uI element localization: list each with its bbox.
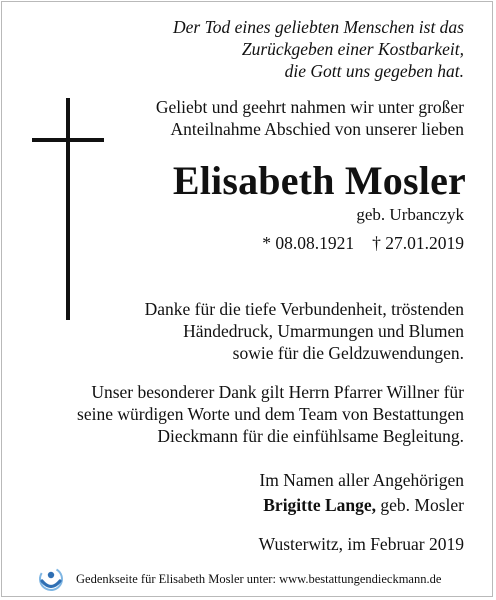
quote-line: Der Tod eines geliebten Menschen ist das (173, 17, 464, 37)
thanks-line: seine würdigen Worte und dem Team von Bestattungen (77, 404, 464, 424)
deceased-name: Elisabeth Mosler (172, 158, 466, 203)
cross-vertical-bar (66, 98, 70, 320)
quote-line: Zurückgeben einer Kostbarkeit, (241, 39, 464, 59)
thanks-line: Danke für die tiefe Verbundenheit, tröstenden (144, 299, 464, 319)
signer-line (259, 493, 464, 518)
footer (38, 566, 478, 592)
signoff (259, 468, 464, 518)
thanks-line: sowie für die Geldzuwendungen. (232, 343, 464, 363)
thanks-line: Händedruck, Umarmungen und Blumen (183, 321, 464, 341)
thanks-line: Unser besonderer Dank gilt Herrn Pfarrer Willner für (91, 382, 464, 402)
birth-name: geb. Urbanczyk (356, 205, 464, 224)
footer-link-text[interactable]: Gedenkseite für Elisabeth Mosler unter: www.bestattungendieckmann.de (76, 572, 442, 586)
intro-line: Geliebt und geehrt nahmen wir unter großer (155, 97, 464, 117)
cross-horizontal-bar (32, 138, 104, 142)
death-date: † 27.01.2019 (372, 233, 464, 253)
intro-line: Anteilnahme Abschied von unserer lieben (170, 119, 464, 139)
signer-name: Brigitte Lange, (263, 495, 377, 515)
memorial-logo-icon (38, 566, 64, 592)
birth-date: * 08.08.1921 (262, 233, 355, 253)
quote-line: die Gott uns gegeben hat. (284, 61, 464, 81)
signoff-line: Im Namen aller Angehörigen (259, 470, 464, 490)
thanks-paragraph-2 (77, 381, 464, 447)
life-dates (262, 232, 464, 254)
thanks-line: Dieckmann für die einfühlsame Begleitung. (157, 426, 464, 446)
obituary-frame (1, 1, 493, 597)
intro-text (156, 96, 464, 140)
thanks-paragraph-1 (145, 298, 464, 364)
signer-birth-name: geb. Mosler (380, 495, 464, 515)
place-date: Wusterwitz, im Februar 2019 (258, 534, 464, 554)
memorial-quote (173, 16, 464, 82)
